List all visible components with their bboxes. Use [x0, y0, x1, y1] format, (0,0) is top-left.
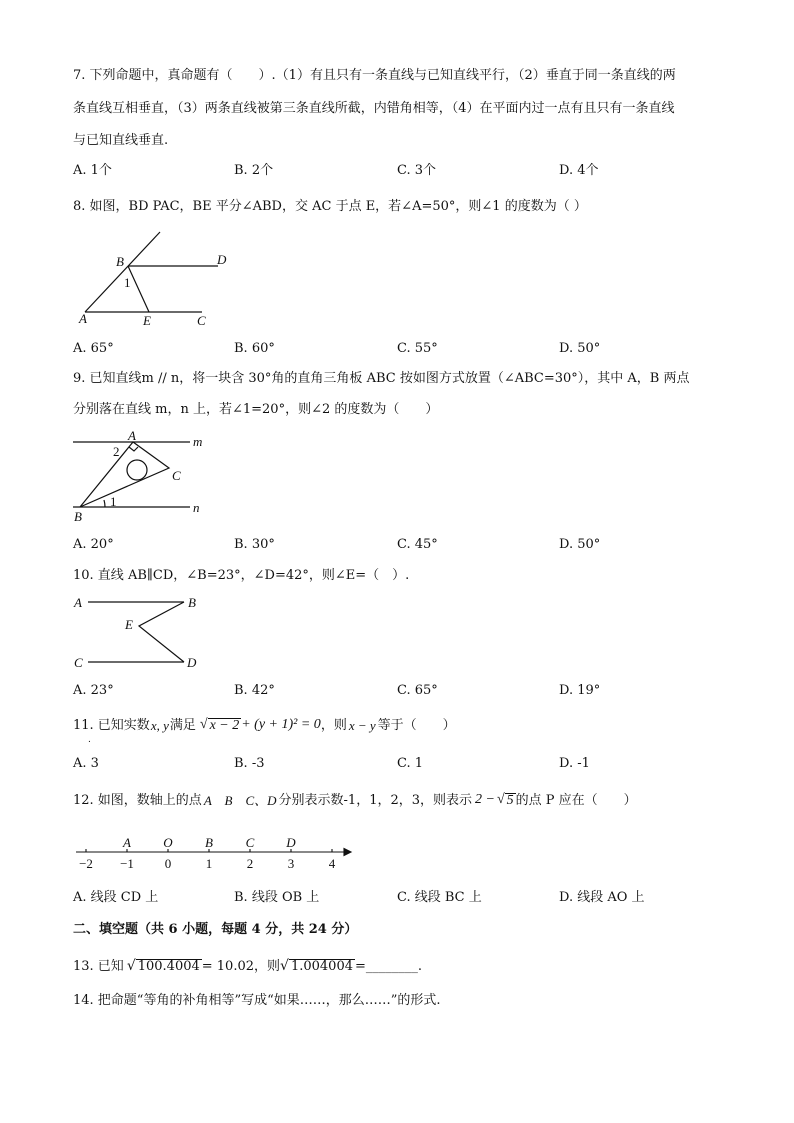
q12-axis-tick-label: 2: [246, 856, 254, 871]
q8-option-b: B. 60°: [234, 341, 275, 356]
q12-axis-tick-label: −2: [79, 856, 93, 871]
q7-option-d: D. 4个: [559, 163, 599, 178]
q13-answer-blank: =________.: [354, 958, 423, 974]
q10-polyline-bed: [139, 602, 184, 662]
q9-line2: 分别落在直线 m，n 上，若∠1=20°，则∠2 的度数为（ ）: [73, 402, 439, 417]
q10-label-b: B: [188, 595, 196, 610]
q9-option-c: C. 45°: [397, 537, 438, 552]
q8-label-b: B: [116, 254, 124, 269]
q8-label-e: E: [143, 313, 151, 328]
q7-line3: 与已知直线垂直.: [73, 133, 169, 148]
q11-prefix: 11. 已知实数: [73, 717, 150, 733]
q9-figure: [72, 428, 212, 524]
q12-option-a: [73, 891, 158, 904]
q9-label-angle-2: 2: [113, 444, 120, 459]
q9-triangle-hole: [127, 460, 147, 480]
q8-figure: [72, 226, 227, 332]
q10-option-b: B. 42°: [234, 683, 275, 698]
q9-option-d: D. 50°: [559, 537, 601, 552]
q13-radicand-1: 100.4004: [137, 959, 200, 974]
q10-label-e: E: [125, 617, 133, 632]
q8-option-c: C. 55°: [397, 341, 438, 356]
q9-label-a: A: [128, 428, 136, 443]
q9-label-m: m: [193, 434, 203, 449]
q11-equation-rest: + (y + 1)² = 0: [241, 717, 321, 732]
q11-stem: [73, 716, 456, 734]
q8-label-c: C: [197, 313, 206, 328]
q13-equation-1: = 10.02: [201, 958, 255, 974]
q10-label-a: A: [74, 595, 82, 610]
q8-option-d: D. 50°: [559, 341, 601, 356]
q12-option-d: D. 线段 AO 上: [559, 890, 645, 905]
q8-label-d: D: [217, 252, 227, 267]
q12-point-label: A: [123, 835, 131, 850]
q11-option-d: D. -1: [559, 756, 590, 771]
q12-point-label: B: [205, 835, 213, 850]
q10-label-d: D: [187, 655, 197, 670]
q12-radicand: 5: [506, 792, 514, 808]
q12-axis-tick-label: 1: [205, 856, 213, 871]
q13-stem: [73, 957, 422, 975]
q8-segment-be: [128, 266, 149, 312]
q12-axis-tick-label: −1: [120, 856, 134, 871]
q12-point-label: C: [245, 835, 255, 850]
q9-right-angle-mark: [129, 447, 138, 451]
q11-radical-sign: √: [199, 717, 208, 732]
q13-radical-sign-1: √: [126, 958, 136, 974]
q13-radicand-2: 1.004004: [290, 959, 353, 974]
q12-prefix: 12. 如图，数轴上的点: [73, 792, 202, 808]
q11-mid: 满足: [169, 717, 196, 733]
q11-option-b: B. -3: [234, 756, 265, 771]
q8-label-angle-1: 1: [124, 275, 131, 290]
q11-dot-mark: .: [88, 735, 91, 745]
q12-axis-arrow: [344, 849, 351, 856]
q7-option-c: C. 3个: [397, 163, 437, 178]
q9-angle-1-arc: [104, 500, 105, 507]
q8-option-a: A. 65°: [73, 341, 114, 356]
q10-option-c: C. 65°: [397, 683, 438, 698]
q9-option-b: B. 30°: [234, 537, 275, 552]
q13-radical-sign-2: √: [280, 958, 289, 974]
q11-vars: x, y: [150, 717, 169, 733]
q12-expression-left: 2 −: [475, 792, 495, 807]
q12-point-label: D: [286, 835, 296, 850]
q12-suffix: 的点 P 应在（ ）: [515, 792, 637, 808]
q12-option-a-text: A. 线段 CD 上: [73, 890, 159, 905]
q9-line1: 9. 已知直线m // n，将一块含 30°角的直角三角板 ABC 按如图方式放置（∠ABC=30°），其中 A，B 两点: [73, 371, 690, 386]
q9-label-n: n: [193, 500, 200, 515]
q8-label-a: A: [79, 311, 87, 326]
q10-stem: 10. 直线 AB∥CD，∠B=23°，∠D=42°，则∠E=（ ）.: [73, 568, 410, 583]
q9-triangle-abc: [80, 442, 169, 507]
q12-option-b: B. 线段 OB 上: [234, 890, 320, 905]
q9-label-c: C: [172, 468, 181, 483]
q12-point-label: O: [163, 835, 173, 850]
q10-option-a: A. 23°: [73, 683, 114, 698]
q10-figure: [72, 592, 212, 674]
q7-line2: 条直线互相垂直，（3）两条直线被第三条直线所截，内错角相等，（4）在平面内过一点有且只有一条直线: [73, 101, 675, 116]
q11-option-c: C. 1: [397, 756, 424, 771]
section-2-title: 二、填空题（共 6 小题，每题 4 分，共 24 分）: [73, 922, 358, 937]
q8-stem: 8. 如图，BD PAC，BE 平分∠ABD，交 AC 于点 E，若∠A=50°，则∠1 的度数为（ ）: [73, 199, 587, 214]
q9-label-b: B: [74, 509, 82, 524]
q12-option-c: C. 线段 BC 上: [397, 890, 482, 905]
q9-option-a: A. 20°: [73, 537, 114, 552]
q13-mid: ，则: [254, 958, 281, 974]
q10-label-c: C: [74, 655, 83, 670]
q8-line-ab-extended: [85, 232, 160, 312]
q13-prefix: 13. 已知: [73, 958, 124, 974]
q11-then: ，则: [320, 717, 347, 733]
q11-suffix: 等于（ ）: [377, 717, 456, 733]
q11-option-a: A. 3: [73, 756, 99, 771]
q12-radical-sign: √: [496, 792, 505, 807]
q12-number-line: [72, 830, 362, 872]
q10-option-d: D. 19°: [559, 683, 601, 698]
q12-mid: 分别表示数-1，1，2，3，则表示: [278, 792, 473, 808]
q12-axis-tick-label: 4: [328, 856, 336, 871]
q12-axis-tick-label: 0: [164, 856, 172, 871]
q7-option-b: B. 2个: [234, 163, 274, 178]
q7-option-a: A. 1个: [73, 163, 112, 178]
q12-stem: [73, 791, 637, 809]
q12-axis-tick-label: 3: [287, 856, 295, 871]
q11-expression: x − y: [348, 717, 376, 733]
q11-radicand: x − 2: [209, 717, 240, 733]
q12-points: A B C、D: [203, 792, 277, 808]
q7-line1: 7. 下列命题中，真命题有（ ）.（1）有且只有一条直线与已知直线平行，（2）垂直于同一条直线的两: [73, 68, 676, 83]
q14-stem: 14. 把命题“等角的补角相等”写成“如果……，那么……”的形式.: [73, 993, 441, 1008]
q9-label-angle-1: 1: [110, 494, 117, 509]
